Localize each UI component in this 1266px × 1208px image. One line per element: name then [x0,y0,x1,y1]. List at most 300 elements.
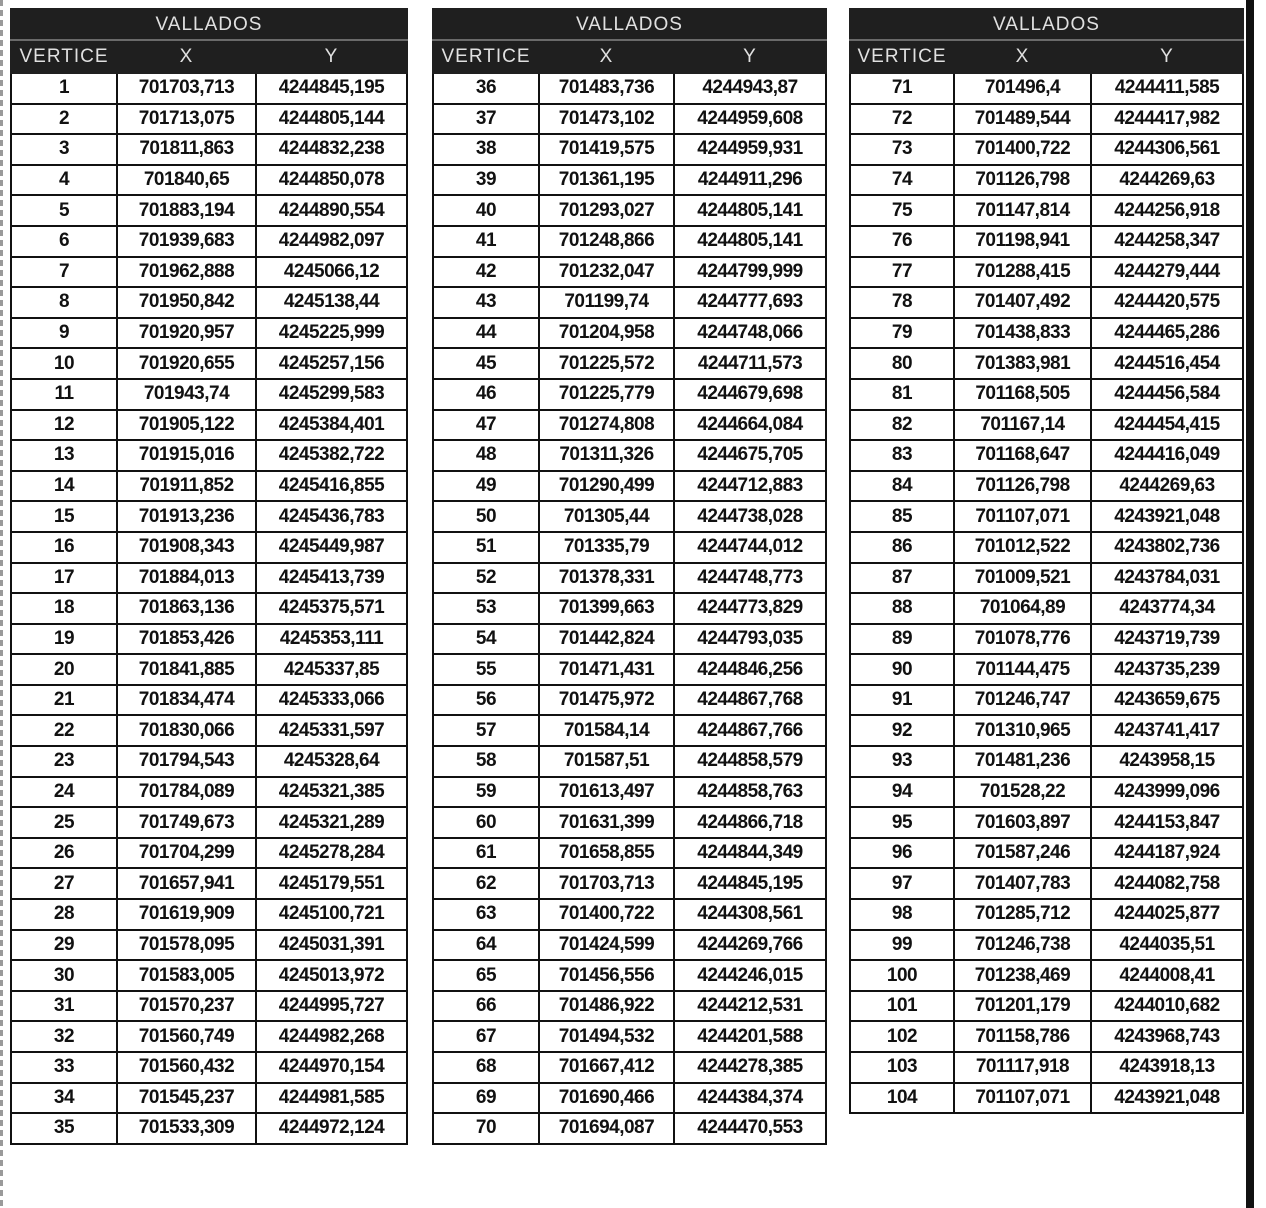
table-row [850,318,1243,349]
y-cell: 4244832,238 [256,134,407,165]
vertice-cell: 65 [433,960,539,991]
x-cell: 701225,572 [539,348,674,379]
vertice-cell: 44 [433,318,539,349]
vertice-cell: 25 [11,807,117,838]
x-cell: 701471,431 [539,654,674,685]
vertice-cell: 60 [433,807,539,838]
y-cell: 4244805,144 [256,104,407,135]
vertice-cell: 74 [850,165,954,196]
x-cell: 701884,013 [117,563,256,594]
y-cell: 4244748,066 [674,318,826,349]
y-cell: 4244981,585 [256,1083,407,1114]
x-cell: 701704,299 [117,838,256,869]
x-cell: 701489,544 [954,104,1091,135]
x-cell: 701012,522 [954,532,1091,563]
table-row [433,930,826,961]
y-cell: 4245353,111 [256,624,407,655]
y-cell: 4243659,675 [1091,685,1243,716]
table-row [433,257,826,288]
x-cell: 701383,981 [954,348,1091,379]
table-row [850,379,1243,410]
x-cell: 701528,22 [954,777,1091,808]
x-cell: 701238,469 [954,960,1091,991]
x-cell: 701407,783 [954,868,1091,899]
table-row [850,624,1243,655]
table-row [11,471,407,502]
vertice-cell: 61 [433,838,539,869]
vertice-cell: 39 [433,165,539,196]
x-cell: 701486,922 [539,991,674,1022]
x-cell: 701962,888 [117,257,256,288]
table-row [11,501,407,532]
table-row [11,226,407,257]
vertice-cell: 7 [11,257,117,288]
x-cell: 701290,499 [539,471,674,502]
table-row [850,471,1243,502]
vertice-cell: 3 [11,134,117,165]
y-cell: 4244972,124 [256,1113,407,1144]
x-cell: 701784,089 [117,777,256,808]
y-cell: 4244738,028 [674,501,826,532]
table-row [433,991,826,1022]
x-cell: 701939,683 [117,226,256,257]
vertice-cell: 10 [11,348,117,379]
table-row [850,134,1243,165]
x-cell: 701496,4 [954,73,1091,104]
vertice-cell: 76 [850,226,954,257]
x-cell: 701908,343 [117,532,256,563]
y-cell: 4244773,829 [674,593,826,624]
y-cell: 4244010,682 [1091,991,1243,1022]
table-row [11,1021,407,1052]
y-cell: 4243735,239 [1091,654,1243,685]
x-cell: 701631,399 [539,807,674,838]
vertice-cell: 68 [433,1052,539,1083]
y-cell: 4244867,768 [674,685,826,716]
y-cell: 4243774,34 [1091,593,1243,624]
table-row [11,593,407,624]
x-cell: 701167,14 [954,410,1091,441]
y-cell: 4244256,918 [1091,195,1243,226]
y-cell: 4244201,588 [674,1021,826,1052]
x-cell: 701126,798 [954,471,1091,502]
table-row [850,257,1243,288]
y-cell: 4245321,385 [256,777,407,808]
table-row [11,746,407,777]
vertice-cell: 57 [433,715,539,746]
vertice-cell: 97 [850,868,954,899]
vertice-cell: 13 [11,440,117,471]
x-cell: 701915,016 [117,440,256,471]
y-cell: 4244867,766 [674,715,826,746]
y-cell: 4244970,154 [256,1052,407,1083]
y-cell: 4244306,561 [1091,134,1243,165]
y-cell: 4244959,931 [674,134,826,165]
vertice-cell: 34 [11,1083,117,1114]
vertice-cell: 22 [11,715,117,746]
y-cell: 4243921,048 [1091,501,1243,532]
table-row [850,593,1243,624]
table-row [850,195,1243,226]
x-cell: 701578,095 [117,930,256,961]
table-row [11,532,407,563]
vertice-cell: 85 [850,501,954,532]
table-row [850,777,1243,808]
x-cell: 701246,747 [954,685,1091,716]
table-row [433,379,826,410]
table-row [433,1083,826,1114]
table-row [850,348,1243,379]
x-cell: 701840,65 [117,165,256,196]
table-row [433,440,826,471]
table-row [433,471,826,502]
x-cell: 701560,432 [117,1052,256,1083]
table-row [850,899,1243,930]
table-row [433,838,826,869]
y-cell: 4245299,583 [256,379,407,410]
vertice-cell: 32 [11,1021,117,1052]
table-row [850,715,1243,746]
x-cell: 701943,74 [117,379,256,410]
vertice-cell: 88 [850,593,954,624]
table-row [433,348,826,379]
x-cell: 701481,236 [954,746,1091,777]
vertice-cell: 99 [850,930,954,961]
vallados-table-2 [432,8,827,1145]
x-cell: 701117,918 [954,1052,1091,1083]
table-row [850,960,1243,991]
table-title: VALLADOS [11,9,407,40]
x-cell: 701168,505 [954,379,1091,410]
vertice-cell: 16 [11,532,117,563]
x-cell: 701438,833 [954,318,1091,349]
x-cell: 701853,426 [117,624,256,655]
x-cell: 701533,309 [117,1113,256,1144]
x-cell: 701399,663 [539,593,674,624]
x-cell: 701442,824 [539,624,674,655]
vertice-cell: 28 [11,899,117,930]
vertice-cell: 62 [433,868,539,899]
y-cell: 4244384,374 [674,1083,826,1114]
y-cell: 4245138,44 [256,287,407,318]
vertice-cell: 33 [11,1052,117,1083]
y-cell: 4244866,718 [674,807,826,838]
table-row [11,165,407,196]
y-cell: 4245331,597 [256,715,407,746]
y-cell: 4245225,999 [256,318,407,349]
x-cell: 701830,066 [117,715,256,746]
x-cell: 701274,808 [539,410,674,441]
table-row [433,165,826,196]
x-cell: 701198,941 [954,226,1091,257]
table-row [850,746,1243,777]
y-header: Y [1091,40,1243,73]
y-cell: 4244982,097 [256,226,407,257]
table-row [11,348,407,379]
table-row [11,715,407,746]
y-cell: 4244675,705 [674,440,826,471]
y-cell: 4244943,87 [674,73,826,104]
vertice-cell: 70 [433,1113,539,1144]
table-row [11,104,407,135]
x-cell: 701144,475 [954,654,1091,685]
y-cell: 4244777,693 [674,287,826,318]
y-cell: 4243719,739 [1091,624,1243,655]
table-row [433,73,826,104]
table-row [850,838,1243,869]
vertice-cell: 21 [11,685,117,716]
table-row [433,1052,826,1083]
vertice-cell: 90 [850,654,954,685]
vertice-cell: 41 [433,226,539,257]
table-row [433,746,826,777]
table-row [850,930,1243,961]
y-cell: 4244278,385 [674,1052,826,1083]
table-row [11,838,407,869]
y-cell: 4244850,078 [256,165,407,196]
x-cell: 701494,532 [539,1021,674,1052]
y-cell: 4244212,531 [674,991,826,1022]
vertice-cell: 47 [433,410,539,441]
y-cell: 4245257,156 [256,348,407,379]
y-cell: 4243802,736 [1091,532,1243,563]
x-cell: 701587,51 [539,746,674,777]
x-cell: 701246,738 [954,930,1091,961]
x-cell: 701587,246 [954,838,1091,869]
table-row [433,624,826,655]
vertice-cell: 11 [11,379,117,410]
vertice-cell: 93 [850,746,954,777]
vertice-cell: 91 [850,685,954,716]
vertice-cell: 72 [850,104,954,135]
y-cell: 4244258,347 [1091,226,1243,257]
y-cell: 4244679,698 [674,379,826,410]
vertice-cell: 48 [433,440,539,471]
y-cell: 4243741,417 [1091,715,1243,746]
x-cell: 701147,814 [954,195,1091,226]
x-cell: 701400,722 [539,899,674,930]
vertice-cell: 80 [850,348,954,379]
x-cell: 701657,941 [117,868,256,899]
table-row [11,777,407,808]
vertice-cell: 81 [850,379,954,410]
table-row [850,991,1243,1022]
x-cell: 701064,89 [954,593,1091,624]
x-cell: 701950,842 [117,287,256,318]
x-cell: 701419,575 [539,134,674,165]
vertice-cell: 79 [850,318,954,349]
table-row [11,410,407,441]
table-row [11,991,407,1022]
table-row [11,195,407,226]
y-cell: 4244411,585 [1091,73,1243,104]
vertice-cell: 96 [850,838,954,869]
x-cell: 701078,776 [954,624,1091,655]
vertice-cell: 40 [433,195,539,226]
y-cell: 4244982,268 [256,1021,407,1052]
y-cell: 4243968,743 [1091,1021,1243,1052]
x-cell: 701285,712 [954,899,1091,930]
vertice-cell: 49 [433,471,539,502]
x-cell: 701204,958 [539,318,674,349]
y-cell: 4244187,924 [1091,838,1243,869]
table-row [433,807,826,838]
y-cell: 4244748,773 [674,563,826,594]
x-cell: 701749,673 [117,807,256,838]
vertice-cell: 71 [850,73,954,104]
table-row [850,1021,1243,1052]
vertice-cell: 12 [11,410,117,441]
table-row [433,318,826,349]
vertice-cell: 27 [11,868,117,899]
vertice-cell: 15 [11,501,117,532]
vertice-cell: 84 [850,471,954,502]
x-cell: 701694,087 [539,1113,674,1144]
x-cell: 701560,749 [117,1021,256,1052]
x-cell: 701293,027 [539,195,674,226]
y-cell: 4244846,256 [674,654,826,685]
vertice-cell: 6 [11,226,117,257]
vertice-cell: 30 [11,960,117,991]
vertice-cell: 59 [433,777,539,808]
table-row [433,532,826,563]
x-cell: 701713,075 [117,104,256,135]
table-row [433,104,826,135]
y-cell: 4244793,035 [674,624,826,655]
table-row [11,257,407,288]
y-cell: 4244246,015 [674,960,826,991]
x-cell: 701603,897 [954,807,1091,838]
table-row [11,1052,407,1083]
y-cell: 4244269,63 [1091,471,1243,502]
scan-edge-left [0,0,3,1208]
y-cell: 4244269,766 [674,930,826,961]
table-row [433,685,826,716]
x-cell: 701407,492 [954,287,1091,318]
vertice-cell: 86 [850,532,954,563]
y-cell: 4244470,553 [674,1113,826,1144]
y-cell: 4244420,575 [1091,287,1243,318]
y-cell: 4244711,573 [674,348,826,379]
y-cell: 4244858,579 [674,746,826,777]
y-header: Y [674,40,826,73]
x-cell: 701811,863 [117,134,256,165]
table-row [433,501,826,532]
table-row [850,563,1243,594]
vertice-cell: 82 [850,410,954,441]
x-cell: 701361,195 [539,165,674,196]
x-cell: 701475,972 [539,685,674,716]
x-cell: 701009,521 [954,563,1091,594]
vertice-cell: 66 [433,991,539,1022]
vertice-cell: 20 [11,654,117,685]
vertice-cell: 87 [850,563,954,594]
table-row [850,1052,1243,1083]
x-cell: 701690,466 [539,1083,674,1114]
y-cell: 4244279,444 [1091,257,1243,288]
y-cell: 4244456,584 [1091,379,1243,410]
y-cell: 4243918,13 [1091,1052,1243,1083]
y-cell: 4244845,195 [256,73,407,104]
y-cell: 4245100,721 [256,899,407,930]
vertice-header: VERTICE [850,40,954,73]
y-cell: 4244845,195 [674,868,826,899]
y-cell: 4244516,454 [1091,348,1243,379]
table-title: VALLADOS [433,9,826,40]
vertice-cell: 52 [433,563,539,594]
vallados-table-3 [849,8,1244,1114]
table-row [850,73,1243,104]
y-cell: 4245066,12 [256,257,407,288]
table-row [11,563,407,594]
x-cell: 701834,474 [117,685,256,716]
vertice-cell: 29 [11,930,117,961]
vertice-cell: 77 [850,257,954,288]
x-cell: 701483,736 [539,73,674,104]
y-cell: 4245179,551 [256,868,407,899]
y-cell: 4245337,85 [256,654,407,685]
table-row [433,777,826,808]
y-cell: 4245328,64 [256,746,407,777]
x-cell: 701794,543 [117,746,256,777]
table-row [433,195,826,226]
vertice-cell: 95 [850,807,954,838]
x-cell: 701841,885 [117,654,256,685]
y-cell: 4245413,739 [256,563,407,594]
x-cell: 701920,655 [117,348,256,379]
x-cell: 701199,74 [539,287,674,318]
x-cell: 701107,071 [954,501,1091,532]
table-row [850,1083,1243,1114]
table-row [433,563,826,594]
x-cell: 701168,647 [954,440,1091,471]
y-cell: 4244417,982 [1091,104,1243,135]
x-cell: 701107,071 [954,1083,1091,1114]
x-cell: 701400,722 [954,134,1091,165]
vertice-cell: 45 [433,348,539,379]
x-cell: 701311,326 [539,440,674,471]
table-row [850,440,1243,471]
x-cell: 701378,331 [539,563,674,594]
vertice-cell: 103 [850,1052,954,1083]
table-row [11,134,407,165]
y-cell: 4244269,63 [1091,165,1243,196]
table-row [11,868,407,899]
vertice-cell: 38 [433,134,539,165]
y-cell: 4244959,608 [674,104,826,135]
y-cell: 4245449,987 [256,532,407,563]
table-row [433,410,826,441]
y-cell: 4245436,783 [256,501,407,532]
table-row [433,715,826,746]
vertice-cell: 2 [11,104,117,135]
y-cell: 4244799,999 [674,257,826,288]
table-row [11,807,407,838]
y-cell: 4245031,391 [256,930,407,961]
table-row [11,930,407,961]
vertice-cell: 42 [433,257,539,288]
vertice-cell: 92 [850,715,954,746]
x-cell: 701583,005 [117,960,256,991]
table-title: VALLADOS [850,9,1243,40]
y-cell: 4244844,349 [674,838,826,869]
table-row [850,104,1243,135]
vertice-cell: 53 [433,593,539,624]
y-cell: 4243999,096 [1091,777,1243,808]
vertice-cell: 43 [433,287,539,318]
x-header: X [954,40,1091,73]
vertice-cell: 26 [11,838,117,869]
